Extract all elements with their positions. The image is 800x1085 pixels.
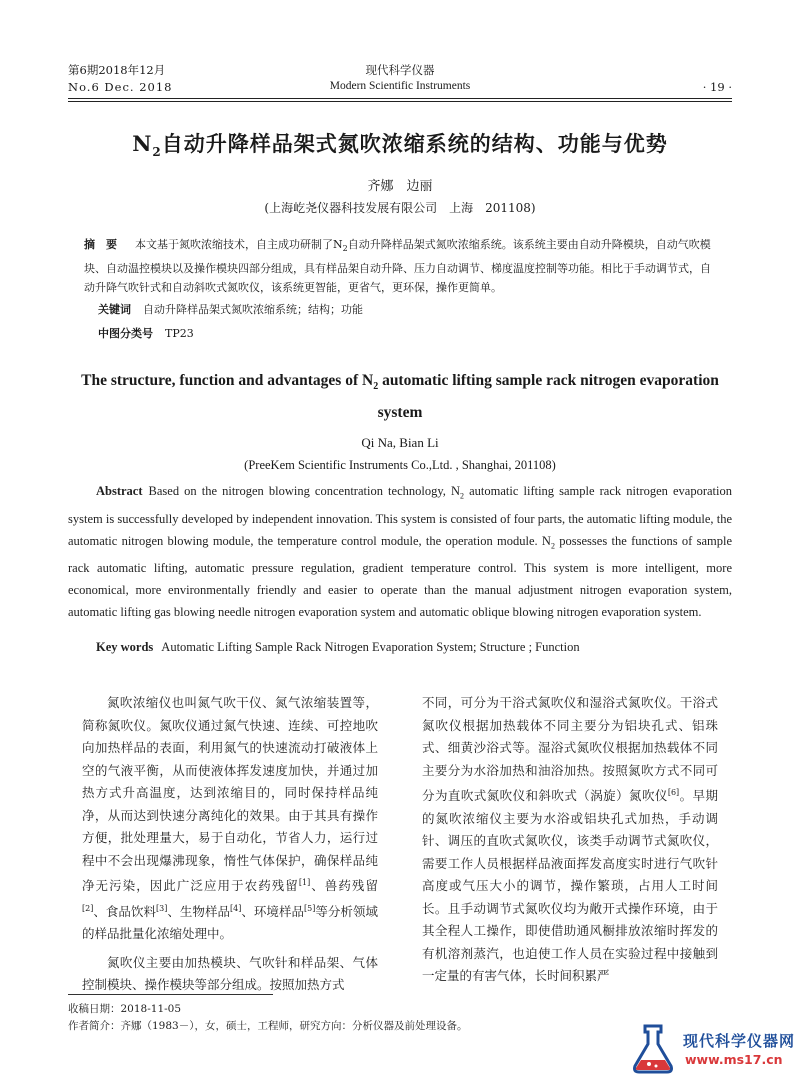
body-left-text-c: 、食品饮料: [93, 903, 156, 919]
authors-en: Qi Na, Bian Li: [361, 435, 439, 450]
body-left-text-b: 、兽药残留: [310, 878, 378, 894]
footnote-author-bio: 作者简介：齐娜（1983－），女，硕士，工程师，研究方向：分析仪器及前处理设备。: [68, 1020, 468, 1032]
abstract-cn-part1: 本文基于氮吹浓缩技术，自主成功研制了N: [135, 238, 343, 251]
header-journal-cn: 现代科学仪器: [365, 63, 435, 77]
body-left-paragraph-1: [82, 692, 378, 946]
title-en-part1: The structure, function and advantages of N: [81, 372, 374, 389]
body-right-paragraph-1: [422, 692, 718, 988]
ref-3: [3]: [156, 903, 168, 913]
affiliation-en: (PreeKem Scientific Instruments Co.,Ltd. , Shanghai, 201108): [244, 458, 556, 472]
abstract-cn-part2: 自动升降样品架式氮吹浓缩系统。该系统主要由自动升降模块，自动气吹模块、自动温控模块以及操作模块四部分组成，具有样品架自动升降、压力自动调节、梯度温度控制等功能。相比于手动调节式，自动升降气吹针式和自动斜吹式氮吹仪，该系统更智能，更省气，更环保，操作更简单。: [84, 238, 711, 295]
abstract-en-sub1: 2: [460, 491, 465, 501]
keywords-cn: [98, 300, 734, 320]
watermark-url: www.ms17.cn: [685, 1052, 783, 1067]
abstract-en-part3: possesses the functions of sample rack automatic lifting, automatic pressure regulation, gradient temperature control. This system is more intelligent, more economical, more environmentally friendly and easier to operate than the manual adjustment nitrogen evaporation system, automatic lifting gas blowing needle nitrogen evaporation system and automatic oblique blowing nitrogen evaporation system.: [68, 533, 733, 619]
header-issue-cn: 第6期2018年12月: [68, 63, 166, 77]
body-left-text-d: 、生物样品: [167, 903, 230, 919]
body-right-text-b: 。早期的氮吹浓缩仪主要为水浴或铝块孔式加热，手动调针、调压的直吹式氮吹仪，该类手动调节式氮吹仪，需要工作人员根据样品液面挥发高度实时进行气吹针高度或气压大小的调节，操作繁琐，占用人工时间长。且手动调节式氮吹仪均为敞开式操作环境，由于其全程人工操作，即使借助通风橱排放浓缩时挥发的有机溶剂蒸汽，也迫使工作人员在实验过程中接触到一定量的有害气体，长时间积累严: [422, 788, 718, 984]
title-cn-subscript: 2: [152, 145, 162, 160]
abstract-en-sub2: 2: [550, 541, 555, 550]
ref-6: [6]: [667, 788, 680, 797]
abstract-cn-sub: 2: [342, 244, 348, 254]
abstract-en-part2: automatic lifting sample rack nitrogen evaporation system is successfully developed by independent innovation. This system is consisted of four parts, the automatic lifting module, the automatic nitrogen blowing module, the temperature control module, the operation module. N: [68, 484, 733, 548]
header-page-number: · 19 ·: [702, 80, 732, 94]
keywords-cn-text: 自动升降样品架式氮吹浓缩系统；结构；功能: [143, 303, 363, 316]
footnote-received: 收稿日期：2018-11-05: [68, 1003, 182, 1015]
footnote-rule: [68, 994, 273, 995]
keywords-cn-label: 关键词: [98, 303, 131, 316]
body-column-right: [422, 692, 718, 988]
title-cn-main: 自动升降样品架式氮吹浓缩系统的结构、功能与优势: [161, 131, 668, 156]
abstract-en-label: Abstract: [96, 484, 143, 498]
keywords-en-label: Key words: [96, 640, 154, 654]
title-en: [60, 368, 740, 426]
keywords-en-text: Automatic Lifting Sample Rack Nitrogen Evaporation System; Structure ; Function: [161, 640, 580, 654]
title-en-part2: automatic lifting sample rack nitrogen evaporation system: [377, 372, 719, 422]
body-left-text-a: 氮吹浓缩仪也叫氮气吹干仪、氮气浓缩装置等，简称氮吹仪。氮吹仪通过氮气快速、连续、可控地吹向加热样品的表面，利用氮气的快速流动打破液体上空的气液平衡，从而使液体挥发速度加快，并通过加热方式升高温度，达到浓缩目的，同时保持样品纯净，从而达到快速分离纯化的效果。由于其具有操作方便，批处理量大，易于自动化，节省人力，运行过程中不会出现爆沸现象，惰性气体保护，确保样品纯净无污染，因此广泛应用于农药残留: [82, 695, 378, 894]
title-cn-prefix: N: [132, 131, 153, 156]
authors-cn: 齐娜 边丽: [367, 179, 433, 194]
abstract-en: [68, 480, 732, 623]
clc-text: TP23: [165, 327, 194, 340]
clc-number: [98, 324, 734, 344]
abstract-cn: [84, 235, 720, 298]
body-right-text-a: 不同，可分为干浴式氮吹仪和湿浴式氮吹仪。干浴式氮吹仪根据加热载体不同主要分为铝块孔式、铝珠式、细黄沙浴式等。湿浴式氮吹仪根据加热载体不同主要分为水浴加热和油浴加热。按照氮吹方式不同可分为直吹式氮吹仪和斜吹式（涡旋）氮吹仪: [422, 695, 718, 804]
body-column-left: [82, 692, 378, 997]
body-left-paragraph-2: 氮吹仪主要由加热模块、气吹针和样品架、气体控制模块、操作模块等部分组成。按照加热方式: [82, 954, 378, 993]
title-cn: [0, 128, 800, 159]
header-issue-en: No.6 Dec. 2018: [68, 80, 173, 94]
clc-label: 中图分类号: [98, 327, 153, 340]
abstract-en-part1: Based on the nitrogen blowing concentration technology, N: [148, 484, 461, 498]
ref-2: [2]: [82, 903, 94, 913]
body-left-text-e: 、环境样品: [241, 903, 304, 919]
ref-5: [5]: [304, 903, 316, 913]
header-journal-en: Modern Scientific Instruments: [329, 80, 471, 92]
ref-1: [1]: [298, 878, 311, 887]
watermark-logo: [625, 1018, 795, 1078]
affiliation-cn: (上海屹尧仪器科技发展有限公司 上海 201108): [264, 201, 536, 215]
header-rule-top: [68, 98, 732, 99]
body-left-text-f: 等分析领域的样品批量化浓缩处理中。: [82, 903, 378, 942]
header-rule-bottom: [68, 101, 732, 102]
ref-4: [4]: [230, 903, 242, 913]
abstract-cn-label: 摘 要: [84, 238, 117, 251]
watermark-name: 现代科学仪器网: [683, 1032, 796, 1050]
keywords-en: [68, 636, 732, 658]
flask-icon: [625, 1020, 681, 1076]
title-en-sub: 2: [373, 381, 379, 393]
